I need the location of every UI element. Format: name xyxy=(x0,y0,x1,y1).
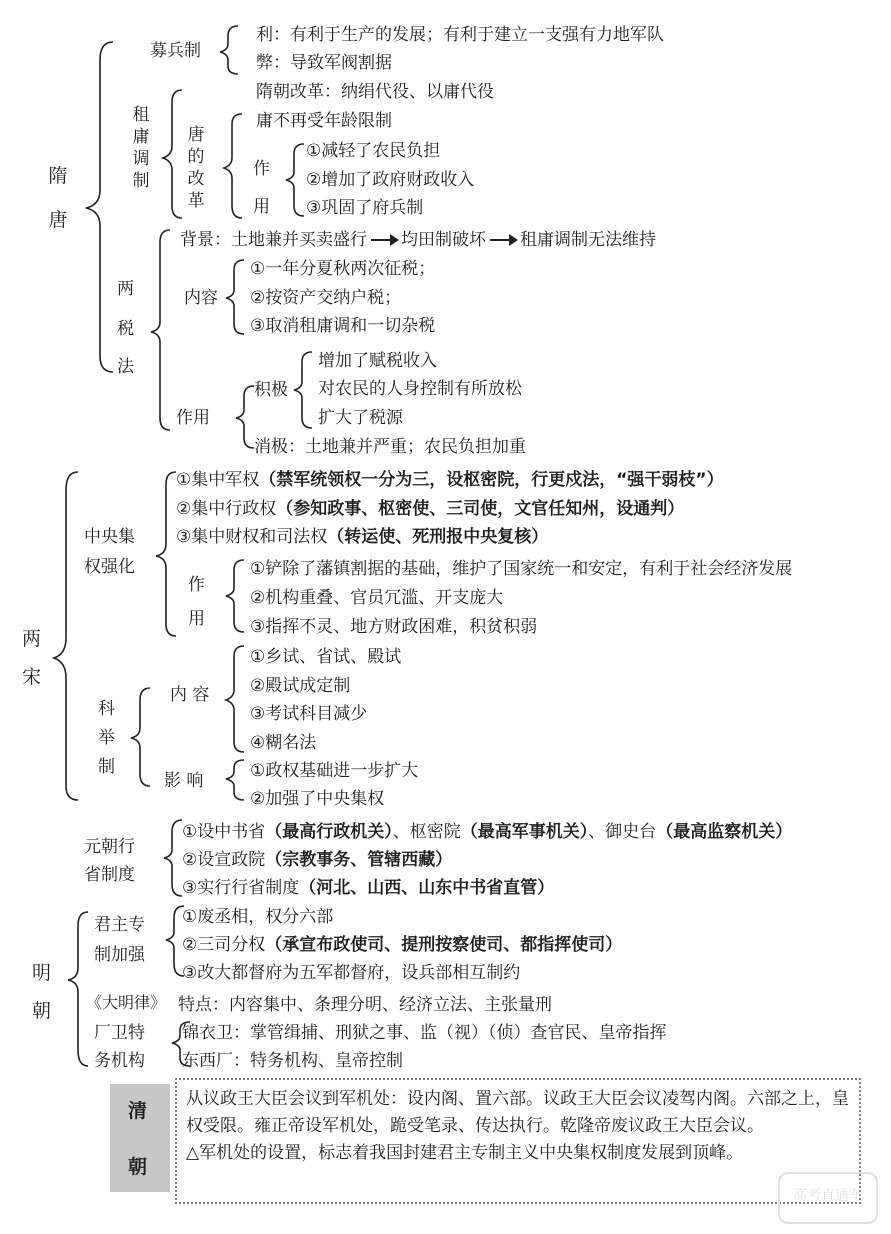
tang-effect-2: ②增加了政府财政收入 xyxy=(306,170,475,190)
keju-impact-1: ①政权基础进一步扩大 xyxy=(250,761,419,781)
autocracy-label-1: 君主专 xyxy=(94,915,145,935)
autocracy-label-2: 制加强 xyxy=(94,945,145,965)
qing-text: 从议政王大臣会议到军机处：设内阁、置六部。议政王大臣会议凌驾内阁。六部之上，皇权受限。雍正帝设军机处，跪受笔录、传达执行。乾隆帝废议政王大臣会议。 xyxy=(186,1089,849,1136)
liang-song-label-1: 两 xyxy=(22,628,42,650)
ls-content-1: ①一年分夏秋两次征税； xyxy=(250,259,436,279)
yuan-item-3-part-2: （河北、山西、山东中书省直管） xyxy=(299,878,555,898)
brace-yuan xyxy=(164,820,182,896)
brace-liang-song xyxy=(54,472,78,800)
central-item-2 xyxy=(176,498,684,520)
keju-label-3: 制 xyxy=(98,757,115,777)
brace-ming xyxy=(68,912,88,1066)
yuan-item-1-part-1: ①设中书省 xyxy=(182,822,266,842)
ls-content-3: ③取消租庸调和一切杂税 xyxy=(250,316,436,336)
central-effect-2: ②机构重叠、官员冗滥、开支庞大 xyxy=(250,588,504,608)
tang-reform-label: 唐的改革 xyxy=(187,125,205,211)
section-sui-tang-label xyxy=(48,164,68,232)
ls-bg-step-1: 土地兼并买卖盛行 xyxy=(231,230,367,250)
liangshui-label-3: 法 xyxy=(117,357,134,377)
ls-content-label: 内容 xyxy=(184,288,218,308)
liangshui-label-2: 税 xyxy=(117,319,134,339)
ls-bg-step-2: 均田制破坏 xyxy=(401,230,486,250)
yuan-item-1-part-6: （最高监察机关） xyxy=(656,822,793,842)
yuan-item-1-part-5: 、御史台 xyxy=(588,822,657,842)
yuan-item-3 xyxy=(182,877,554,899)
zuyongdiao-label: 租庸调制 xyxy=(132,105,150,191)
changwei-label-2: 务机构 xyxy=(94,1051,145,1071)
ming-label-2: 朝 xyxy=(32,1000,52,1022)
brace-keju xyxy=(131,688,150,786)
keju-label-1: 科 xyxy=(98,699,115,719)
qing-note: △军机处的设置，标志着我国封建君主专制主义中央集权制度发展到顶峰。 xyxy=(186,1143,744,1163)
central-effect-3: ③指挥不灵、地方财政困难，积贫积弱 xyxy=(250,617,538,637)
central-effect-1: ①铲除了藩镇割据的基础，维护了国家统一和安定，有利于社会经济发展 xyxy=(250,559,793,579)
ls-positive-2: 对农民的人身控制有所放松 xyxy=(318,379,522,399)
tang-effect-label-2: 用 xyxy=(253,197,270,217)
liang-song-label-2: 宋 xyxy=(22,666,42,688)
ls-positive-1: 增加了赋税收入 xyxy=(318,351,437,371)
keju-impact-2: ②加强了中央集权 xyxy=(250,789,385,809)
brace-tang-effect xyxy=(286,144,304,216)
brace-central xyxy=(156,472,176,636)
yuan-item-1-part-3: 、枢密院 xyxy=(392,822,461,842)
brace-ls-effect xyxy=(236,386,254,448)
changwei-item-2: 东西厂：特务机构、皇帝控制 xyxy=(182,1051,403,1071)
tang-effect-1: ①减轻了农民负担 xyxy=(306,141,441,161)
ls-positive-label: 积极 xyxy=(254,380,288,400)
tang-effect-3: ③巩固了府兵制 xyxy=(306,198,424,218)
brace-keju-content xyxy=(226,646,244,752)
autocracy-item-3: ③改大都督府为五军都督府，设兵部相互制约 xyxy=(182,963,521,983)
daminglv-label: 《大明律》 xyxy=(86,993,167,1012)
watermark-logo: 高考直通车 xyxy=(778,1172,878,1224)
central-item-1-detail: （禁军统领权一分为三，设枢密院，行更戍法，“强干弱枝”） xyxy=(259,470,724,490)
central-item-3 xyxy=(176,526,548,548)
central-label-2: 权强化 xyxy=(84,557,135,577)
ls-content-2: ②按资产交纳户税； xyxy=(250,288,402,308)
arrow-right-icon xyxy=(371,239,397,241)
daminglv-text: 特点：内容集中、条理分明、经济立法、主张量刑 xyxy=(178,995,552,1015)
keju-content-3: ③考试科目减少 xyxy=(250,704,368,724)
central-effect-label-1: 作 xyxy=(188,575,205,595)
ls-negative: 消极：土地兼并严重；农民负担加重 xyxy=(254,437,526,457)
central-item-3-num: ③集中财权和司法权 xyxy=(176,527,328,547)
autocracy-item-2-main: ②三司分权 xyxy=(182,935,266,955)
sui-reform: 隋朝改革：纳绢代役、以庸代役 xyxy=(256,82,494,102)
yuan-item-1 xyxy=(182,821,792,843)
central-item-1-num: ①集中军权 xyxy=(176,470,260,490)
label-tang: 唐 xyxy=(48,209,68,231)
keju-impact-label: 影 响 xyxy=(164,771,204,791)
yuan-item-2-part-2: （宗教事务、管辖西藏） xyxy=(265,850,453,870)
brace-tang-reform xyxy=(224,114,242,218)
keju-content-1: ①乡试、省试、殿试 xyxy=(250,647,402,667)
brace-ls-content xyxy=(226,260,244,334)
brace-ls-positive xyxy=(294,352,312,428)
brace-sui-tang xyxy=(86,42,113,372)
yuan-item-1-part-2: （最高行政机关） xyxy=(265,822,393,842)
brace-central-effect xyxy=(226,560,244,632)
ls-bg-step-3: 租庸调制无法维持 xyxy=(520,230,656,250)
ming-label-1: 明 xyxy=(32,962,52,984)
yuan-item-2-part-1: ②设宣政院 xyxy=(182,850,266,870)
qing-label-2: 朝 xyxy=(128,1156,148,1178)
liangshui-label-1: 两 xyxy=(117,279,134,299)
label-sui: 隋 xyxy=(48,165,68,187)
yong-age: 庸不再受年龄限制 xyxy=(256,111,392,131)
yuan-item-2 xyxy=(182,849,452,871)
arrow-right-icon xyxy=(490,239,516,241)
ls-background xyxy=(180,229,656,251)
yuan-label-1: 元朝行 xyxy=(84,837,135,857)
mubing-label: 募兵制 xyxy=(150,41,201,61)
central-effect-label-2: 用 xyxy=(188,609,205,629)
keju-label-2: 举 xyxy=(98,728,115,748)
changwei-label-1: 厂卫特 xyxy=(94,1023,145,1043)
ls-bg-label: 背景： xyxy=(180,230,231,250)
brace-liangshui xyxy=(151,230,170,430)
central-label-1: 中央集 xyxy=(84,527,135,547)
brace-keju-impact xyxy=(226,760,244,800)
autocracy-item-1: ①废丞相，权分六部 xyxy=(182,907,334,927)
keju-content-4: ④糊名法 xyxy=(250,733,317,753)
ls-positive-3: 扩大了税源 xyxy=(318,408,403,428)
central-item-1 xyxy=(176,469,724,491)
ls-effect-label: 作用 xyxy=(176,408,210,428)
keju-content-2: ②殿试成定制 xyxy=(250,676,351,696)
central-item-2-detail: （参知政事、枢密使、三司使，文官任知州，设通判） xyxy=(276,499,685,519)
tang-effect-label-1: 作 xyxy=(253,159,270,179)
mubing-bi: 弊：导致军阀割据 xyxy=(256,53,392,73)
yuan-label-2: 省制度 xyxy=(84,865,135,885)
changwei-item-1: 锦衣卫：掌管缉捕、刑狱之事、监（视）（侦）查官民、皇帝指挥 xyxy=(182,1023,667,1043)
mubing-li: 利：有利于生产的发展；有利于建立一支强有力地军队 xyxy=(256,25,664,45)
brace-mubing xyxy=(220,26,238,74)
brace-zuyongdiao xyxy=(163,90,182,218)
qing-text-block xyxy=(186,1086,854,1167)
yuan-item-1-part-4: （最高军事机关） xyxy=(460,822,589,842)
autocracy-item-2-detail: （承宣布政使司、提刑按察使司、都指挥使司） xyxy=(265,935,623,955)
central-item-2-num: ②集中行政权 xyxy=(176,499,277,519)
yuan-item-3-part-1: ③实行行省制度 xyxy=(182,878,300,898)
central-item-3-detail: （转运使、死刑报中央复核） xyxy=(327,527,549,547)
qing-label-box xyxy=(110,1084,170,1192)
qing-label-1: 清 xyxy=(128,1100,148,1122)
keju-content-label: 内 容 xyxy=(170,685,210,705)
autocracy-item-2 xyxy=(182,934,622,956)
